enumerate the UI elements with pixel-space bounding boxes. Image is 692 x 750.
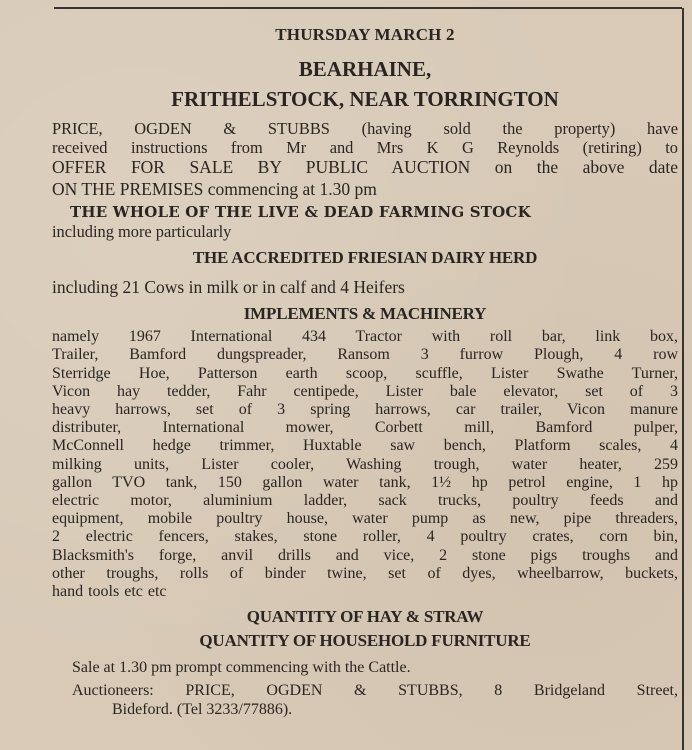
implements-line: electric motor, aluminium ladder, sack trucks, poultry feeds and (52, 492, 678, 510)
intro-line: ON THE PREMISES commencing at 1.30 pm (52, 179, 377, 200)
auction-advertisement (52, 22, 678, 719)
implements-line: McConnell hedge trimmer, Huxtable saw bench, Platform scales, 4 (52, 437, 678, 455)
sale-note: Sale at 1.30 pm prompt commencing with the Cattle. (72, 659, 411, 677)
intro-paragraph (52, 120, 678, 201)
location-farm-name: BEARHAINE, (298, 57, 432, 81)
implements-line: hand tools etc etc (52, 583, 167, 601)
implements-line: milking units, Lister cooler, Washing trough, water heater, 259 (52, 455, 678, 473)
implements-line: distributer, International mower, Corbett mill, Bamford pulper, (52, 419, 678, 437)
auctioneers-phone: Bideford. (Tel 3233/77886). (112, 701, 293, 719)
herd-heading: THE ACCREDITED FRIESIAN DAIRY HERD (192, 248, 538, 268)
location-village: FRITHELSTOCK, NEAR TORRINGTON (171, 87, 559, 111)
stock-heading: THE WHOLE OF THE LIVE & DEAD FARMING STOCK (70, 203, 531, 222)
furniture-heading: QUANTITY OF HOUSEHOLD FURNITURE (199, 631, 531, 651)
implements-line: 2 electric fencers, stakes, stone roller, 4 poultry crates, corn bin, (52, 528, 678, 546)
hay-straw-heading: QUANTITY OF HAY & STRAW (246, 607, 484, 627)
implements-line: Vicon hay tedder, Fahr centipede, Lister bale elevator, set of 3 (52, 382, 678, 400)
top-rule-divider (54, 7, 682, 9)
implements-line: gallon TVO tank, 150 gallon water tank, 1½ hp petrol engine, 1 hp (52, 473, 678, 491)
implements-line: namely 1967 International 434 Tractor with roll bar, link box, (52, 328, 678, 346)
implements-line: Sterridge Hoe, Patterson earth scoop, scuffle, Lister Swathe Turner, (52, 364, 678, 382)
intro-line: received instructions from Mr and Mrs K G Reynolds (retiring) to (52, 137, 678, 157)
implements-line: equipment, mobile poultry house, water pump as new, pipe threaders, (52, 510, 678, 528)
herd-detail: including 21 Cows in milk or in calf and 4 Heifers (52, 277, 405, 298)
stock-subline: including more particularly (52, 222, 232, 242)
right-column-rule (682, 8, 684, 750)
intro-line: PRICE, OGDEN & STUBBS (having sold the property) have (52, 119, 678, 138)
implements-list (52, 328, 678, 601)
implements-line: other troughs, rolls of binder twine, set of dyes, wheelbarrow, buckets, (52, 564, 678, 582)
sale-date: THURSDAY MARCH 2 (275, 25, 455, 44)
implements-line: Blacksmith's forge, anvil drills and vice, 2 stone pigs troughs and (52, 546, 678, 564)
implements-heading: IMPLEMENTS & MACHINERY (243, 304, 487, 324)
implements-line: Trailer, Bamford dungspreader, Ransom 3 furrow Plough, 4 row (52, 346, 678, 364)
intro-line: OFFER FOR SALE BY PUBLIC AUCTION on the above date (52, 157, 678, 178)
implements-line: heavy harrows, set of 3 spring harrows, car trailer, Vicon manure (52, 401, 678, 418)
auctioneers-address: Auctioneers: PRICE, OGDEN & STUBBS, 8 Bridgeland Street, (72, 682, 678, 700)
